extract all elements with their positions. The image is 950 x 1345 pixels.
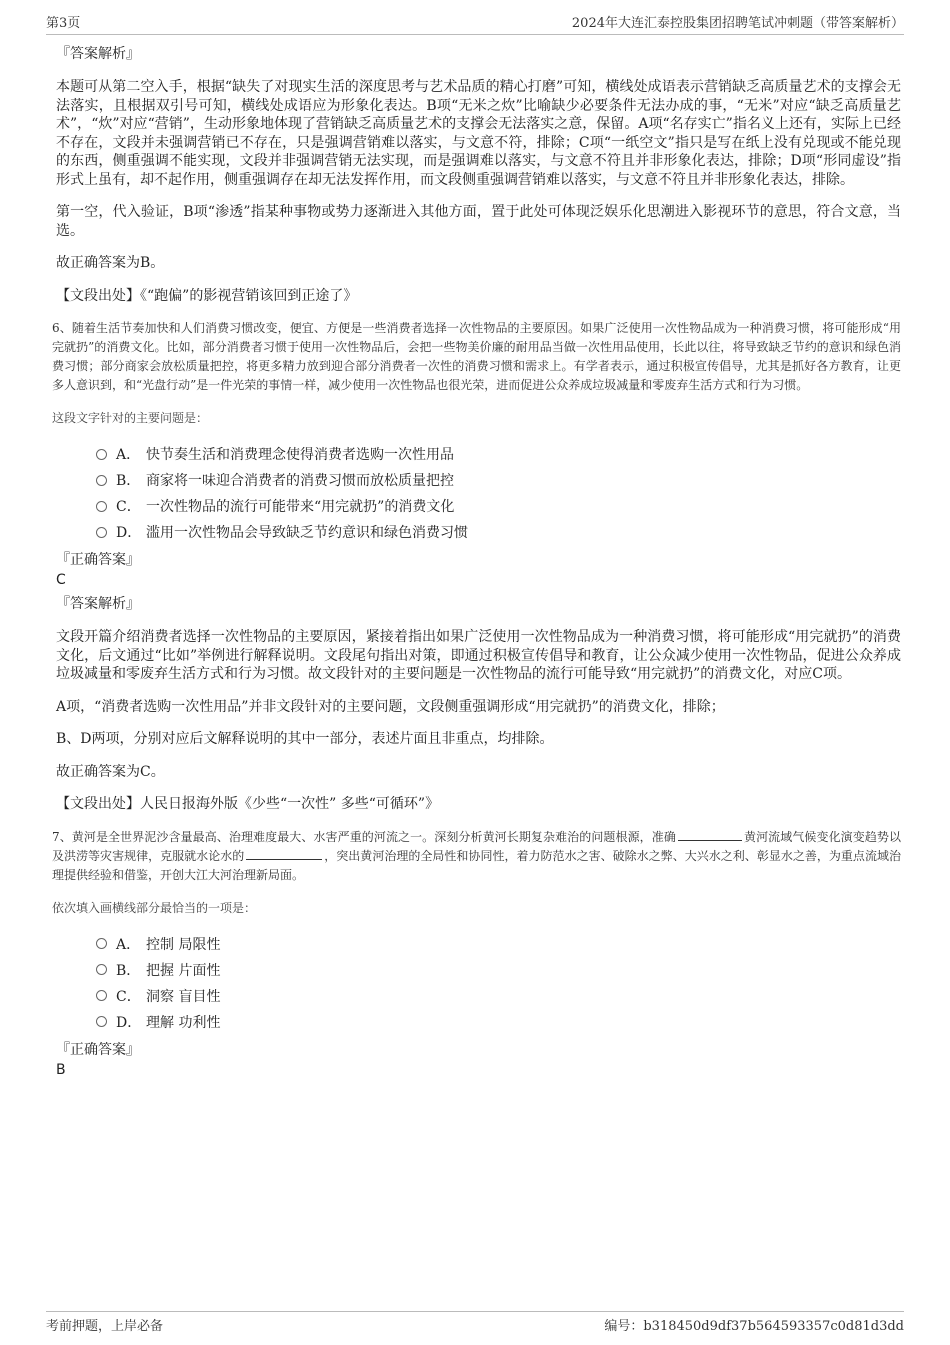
- option-letter: A．: [116, 447, 141, 463]
- fill-blank: [678, 828, 742, 841]
- stem-text: 7、黄河是全世界泥沙含量最高、治理难度最大、水害严重的河流之一。深刻分析黄河长期复杂难治的问题根源，准确: [52, 829, 676, 844]
- radio-icon[interactable]: [96, 990, 107, 1001]
- option-a[interactable]: [96, 441, 901, 467]
- correct-answer-statement: 故正确答案为B。: [56, 255, 165, 271]
- question-7: [52, 828, 901, 1080]
- correct-answer-label: 『正确答案』: [56, 1041, 140, 1058]
- radio-icon[interactable]: [96, 449, 107, 460]
- fill-blank: [246, 847, 322, 860]
- analysis-paragraph: 文段开篇介绍消费者选择一次性物品的主要原因，紧接着指出如果广泛使用一次性物品成为一种消费习惯，将可能形成“用完就扔”的消费文化，后文通过“比如”举例进行解释说明。文段尾句指出对策，即通过积极宣传倡导和教育，让公众减少使用一次性物品，促进公众养成垃圾减量和零废弃生活方式和行为习惯。故文段针对的主要问题是一次性物品的流行可能导致“用完就扔”的消费文化，对应C项。: [56, 629, 901, 682]
- radio-icon[interactable]: [96, 964, 107, 975]
- analysis-label: 『答案解析』: [56, 596, 140, 612]
- option-b[interactable]: [96, 467, 901, 493]
- correct-answer-value: C: [56, 572, 66, 588]
- radio-icon[interactable]: [96, 1016, 107, 1027]
- analysis-paragraph: 第一空，代入验证，B项“渗透”指某种事物或势力逐渐进入其他方面，置于此处可体现泛娱乐化思潮进入影视环节的意思，符合文意，当选。: [56, 204, 901, 239]
- footer-slogan: 考前押题，上岸必备: [46, 1319, 164, 1334]
- option-letter: B．: [116, 962, 141, 979]
- document-title: 2024年大连汇泰控股集团招聘笔试冲刺题（带答案解析）: [571, 16, 904, 31]
- option-letter: C．: [116, 988, 141, 1005]
- question-6: [52, 319, 901, 814]
- radio-icon[interactable]: [96, 475, 107, 486]
- option-a[interactable]: [96, 931, 901, 957]
- radio-icon[interactable]: [96, 527, 107, 538]
- option-letter: D．: [116, 1014, 142, 1031]
- document-id: 编号：b318450d9df37b564593357c0d81d3dd: [604, 1319, 904, 1334]
- question-stem: [52, 828, 901, 885]
- question-prompt: 这段文字针对的主要问题是：: [52, 411, 209, 425]
- question-5-analysis: [56, 44, 901, 305]
- option-b[interactable]: [96, 957, 901, 983]
- question-prompt: 依次填入画横线部分最恰当的一项是：: [52, 900, 257, 915]
- question-stem: 6、随着生活节奏加快和人们消费习惯改变，便宜、方便是一些消费者选择一次性物品的主要原因。如果广泛使用一次性物品成为一种消费习惯，将可能形成“用完就扔”的消费文化。比如，部分消费者习惯于使用一次性物品后，会把一些物美价廉的耐用品当做一次性用品使用，长此以往，将导致缺乏节约的意识和绿色消费习惯；部分商家会放松质量把控，将更多精力放到迎合部分消费者一次性的消费习惯和需求上。有学者表示，通过积极宣传倡导，尤其是抓好各方教育，让更多人意识到，和“光盘行动”是一件光荣的事情一样，减少使用一次性物品也很光荣，进而促进公众养成垃圾减量和零废弃生活方式和行为习惯。: [52, 321, 901, 392]
- correct-answer-label: 『正确答案』: [56, 552, 140, 568]
- correct-answer-value: B: [56, 1061, 66, 1078]
- option-list: [96, 931, 901, 1035]
- option-letter: D．: [116, 525, 142, 541]
- option-text: 洞察 盲目性: [146, 988, 221, 1005]
- option-text: 理解 功利性: [146, 1014, 221, 1031]
- option-c[interactable]: [96, 983, 901, 1009]
- option-text: 商家将一味迎合消费者的消费习惯而放松质量把控: [146, 473, 454, 489]
- correct-answer-statement: 故正确答案为C。: [56, 763, 165, 780]
- option-list: [96, 441, 901, 545]
- page-footer: [46, 1311, 904, 1334]
- option-text: 控制 局限性: [146, 936, 221, 953]
- document-body: [52, 44, 901, 1084]
- analysis-paragraph: B、D两项，分别对应后文解释说明的其中一部分，表述片面且非重点，均排除。: [56, 731, 554, 747]
- analysis-label: 『答案解析』: [56, 46, 140, 62]
- stem-text: ，突出黄河治理的全局性和协同性，着力防范水之害、破除水之弊、大兴水之利、彰显水之善，为重点流域治理提供经验和借鉴，开创大江大河治理新局面。: [52, 848, 901, 882]
- option-text: 把握 片面性: [146, 962, 221, 979]
- option-text: 滥用一次性物品会导致缺乏节约意识和绿色消费习惯: [146, 525, 468, 541]
- option-d[interactable]: [96, 519, 901, 545]
- stem-text: 黄河流域气候变化演变趋势以及洪涝等灾害规律，克服就水论水的: [52, 829, 901, 863]
- option-text: 快节奏生活和消费理念使得消费者选购一次性用品: [146, 447, 454, 463]
- option-letter: C．: [116, 499, 141, 515]
- source-citation: 【文段出处】人民日报海外版《少些“一次性” 多些“可循环”》: [56, 796, 440, 812]
- option-d[interactable]: [96, 1009, 901, 1035]
- option-c[interactable]: [96, 493, 901, 519]
- page-header: [46, 12, 904, 35]
- analysis-paragraph: 本题可从第二空入手，根据“缺失了对现实生活的深度思考与艺术品质的精心打磨”可知，横线处成语表示营销缺乏高质量艺术的支撑会无法落实，且根据双引号可知，横线处成语应为形象化表达。B项“无米之炊”比喻缺少必要条件无法办成的事，“无米”对应“缺乏高质量艺术”，“炊”对应“营销”，生动形象地体现了营销缺乏高质量艺术的支撑会无法落实之意，保留。A项“名存实亡”指名义上还有，实际上已经不存在，文段并未强调营销已不存在，只是强调营销难以落实，与文意不符，排除；C项“一纸空文”指只是写在纸上没有兑现或不能兑现的东西，侧重强调不能实现，文段并非强调营销无法实现，而是强调难以落实，与文意不符且并非形象化表达，排除；D项“形同虚设”指形式上虽有，却不起作用，侧重强调存在却无法发挥作用，而文段侧重强调营销难以落实，与文意不符且并非形象化表达，排除。: [56, 79, 901, 188]
- analysis-paragraph: A项，“消费者选购一次性用品”并非文段针对的主要问题，文段侧重强调形成“用完就扔”的消费文化，排除；: [56, 698, 725, 715]
- option-text: 一次性物品的流行可能带来“用完就扔”的消费文化: [146, 499, 455, 515]
- source-citation: 【文段出处】《“跑偏”的影视营销该回到正途了》: [56, 287, 358, 304]
- page-number: 第3页: [46, 16, 81, 31]
- radio-icon[interactable]: [96, 938, 107, 949]
- radio-icon[interactable]: [96, 501, 107, 512]
- option-letter: B．: [116, 473, 141, 489]
- option-letter: A．: [116, 936, 141, 953]
